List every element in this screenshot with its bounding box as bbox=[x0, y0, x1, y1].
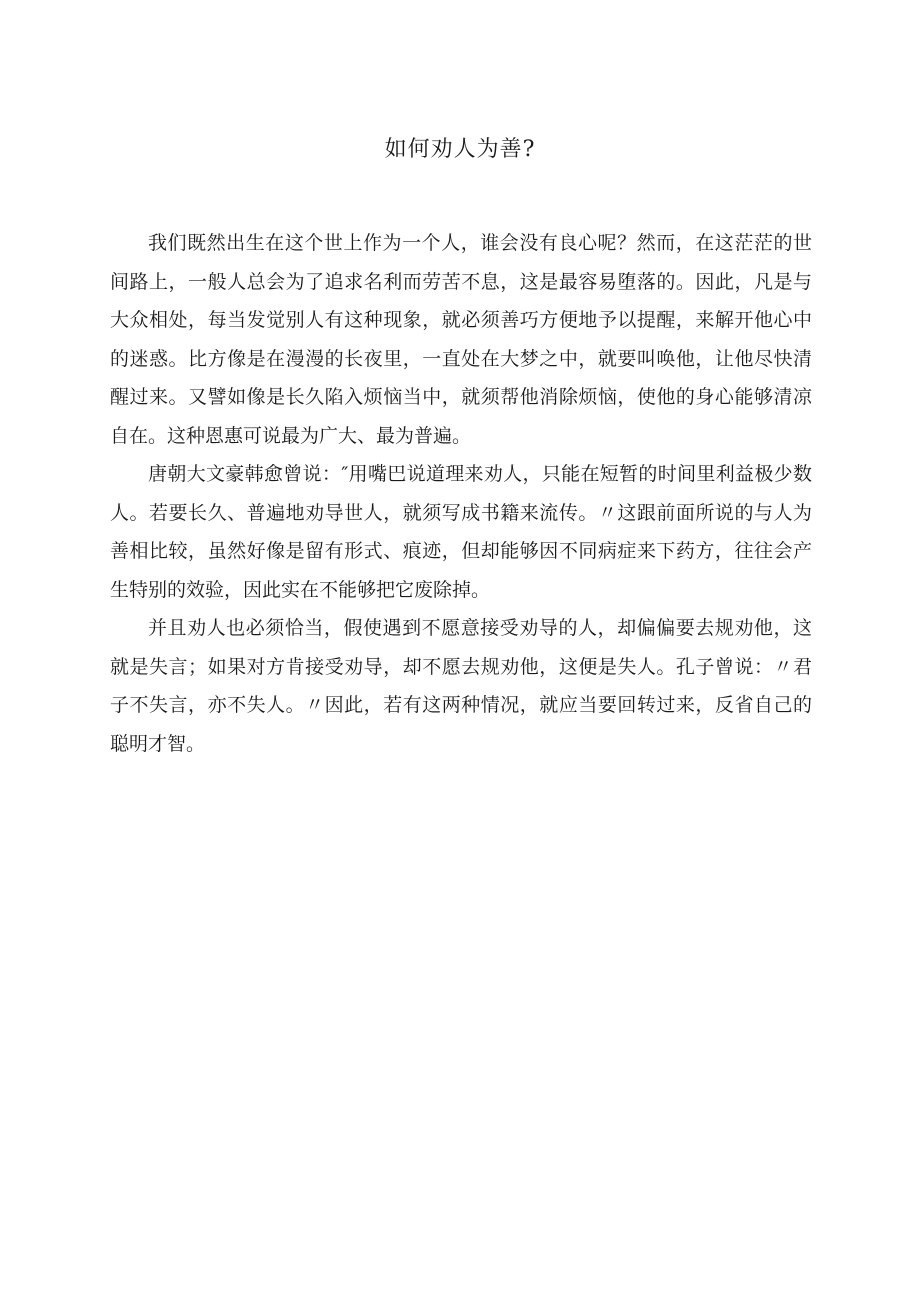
paragraph-2: 唐朝大文豪韩愈曾说：″用嘴巴说道理来劝人，只能在短暂的时间里利益极少数人。若要长久、普遍地劝导世人，就须写成书籍来流传。〃这跟前面所说的与人为善相比较，虽然好像是留有形式、痕迹，但却能够因不同病症来下药方，往往会产生特别的效验，因此实在不能够把它废除掉。 bbox=[110, 463, 812, 601]
paragraph-1: 我们既然出生在这个世上作为一个人，谁会没有良心呢？然而，在这茫茫的世间路上，一般人总会为了追求名利而劳苦不息，这是最容易堕落的。因此，凡是与大众相处，每当发觉别人有这种现象，就必须善巧方便地予以提醒，来解开他心中的迷惑。比方像是在漫漫的长夜里，一直处在大梦之中，就要叫唤他，让他尽快清醒过来。又譬如像是长久陷入烦恼当中，就须帮他消除烦恼，使他的身心能够清凉自在。这种恩惠可说最为广大、最为普遍。 bbox=[110, 232, 812, 447]
document-body bbox=[110, 224, 812, 763]
document-title: 如何劝人为善? bbox=[384, 137, 536, 162]
paragraph-3: 并且劝人也必须恰当，假使遇到不愿意接受劝导的人，却偏偏要去规劝他，这就是失言；如果对方肯接受劝导，却不愿去规劝他，这便是失人。孔子曾说：〃君子不失言，亦不失人。〃因此，若有这两种情况，就应当要回转过来，反省自己的聪明才智。 bbox=[110, 617, 812, 755]
